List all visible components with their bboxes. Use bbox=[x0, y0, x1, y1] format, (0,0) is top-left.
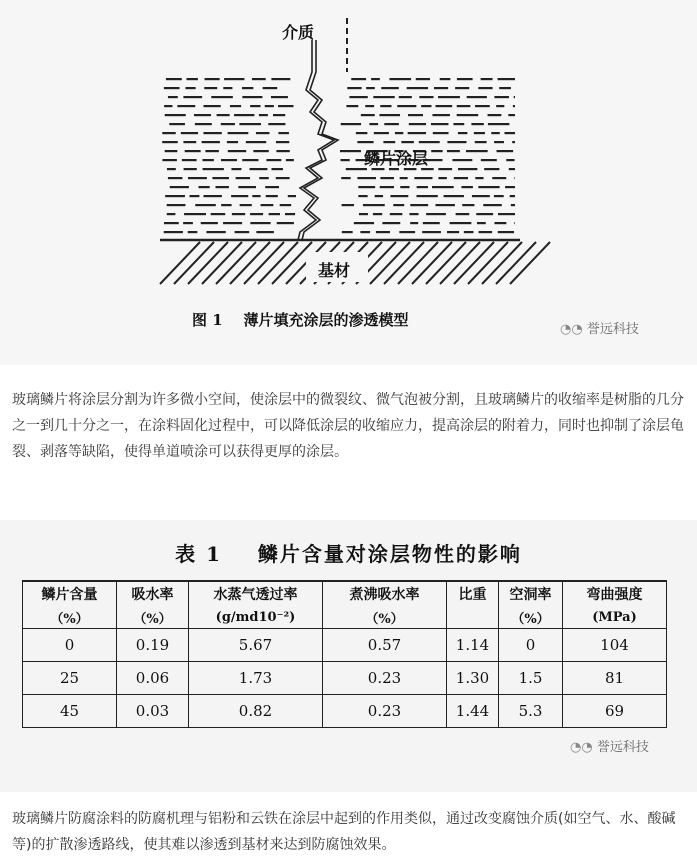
column-header-unit: （%） bbox=[323, 606, 447, 629]
watermark bbox=[560, 318, 639, 337]
column-header: 水蒸气透过率 bbox=[189, 581, 323, 606]
wechat-icon: ◔◔ bbox=[570, 740, 597, 755]
column-header: 鳞片含量 bbox=[23, 581, 117, 606]
column-header-unit: （%） bbox=[499, 606, 563, 629]
glass-flake-layer bbox=[162, 78, 515, 233]
table-cell: 0.19 bbox=[117, 629, 189, 662]
diffusion-path bbox=[298, 40, 338, 240]
table-cell: 0.57 bbox=[323, 629, 447, 662]
table-row bbox=[23, 629, 667, 662]
column-header: 空洞率 bbox=[499, 581, 563, 606]
paragraph-anticorrosion: 玻璃鳞片防腐涂料的防腐机理与铝粉和云铁在涂层中起到的作用类似，通过改变腐蚀介质(如空气、水、酸碱等)的扩散渗透路线，使其难以渗透到基材来达到防腐蚀效果。 bbox=[12, 811, 676, 853]
column-header: 比重 bbox=[447, 581, 499, 606]
paragraph-glass-flake-mechanism: 玻璃鳞片将涂层分割为许多微小空间，使涂层中的微裂纹、微气泡被分割，且玻璃鳞片的收缩率是树脂的几分之一到几十分之一，在涂料固化过程中，可以降低涂层的收缩应力，提高涂层的附着力，同时也抑制了涂层龟裂、剥落等缺陷，使得单道喷涂可以获得更厚的涂层。 bbox=[12, 392, 684, 460]
column-header-unit: （%） bbox=[117, 606, 189, 629]
column-header: 吸水率 bbox=[117, 581, 189, 606]
table1-title: 表 1 鳞片含量对涂层物性的影响 bbox=[175, 542, 522, 566]
coating-label: 鳞片涂层 bbox=[364, 149, 429, 168]
table-cell: 5.3 bbox=[499, 695, 563, 728]
table-cell: 1.44 bbox=[447, 695, 499, 728]
table-cell: 0 bbox=[499, 629, 563, 662]
table-cell: 0.06 bbox=[117, 662, 189, 695]
properties-table bbox=[22, 580, 667, 728]
column-header-unit: (MPa) bbox=[563, 606, 667, 629]
wechat-icon: ◔◔ bbox=[560, 322, 587, 337]
table-cell: 0 bbox=[23, 629, 117, 662]
table-row bbox=[23, 695, 667, 728]
permeation-diagram bbox=[0, 0, 697, 365]
substrate-label: 基材 bbox=[318, 261, 351, 280]
table-cell: 0.23 bbox=[323, 662, 447, 695]
medium-label: 介质 bbox=[282, 23, 315, 42]
table-cell: 25 bbox=[23, 662, 117, 695]
table-cell: 0.03 bbox=[117, 695, 189, 728]
figure-permeation-model bbox=[0, 0, 697, 365]
table-cell: 0.82 bbox=[189, 695, 323, 728]
table-row bbox=[23, 662, 667, 695]
watermark-text: 誉远科技 bbox=[596, 740, 649, 755]
table-cell: 1.73 bbox=[189, 662, 323, 695]
column-header-unit: (g/md10⁻²) bbox=[189, 606, 323, 629]
column-header: 弯曲强度 bbox=[563, 581, 667, 606]
table-cell: 81 bbox=[563, 662, 667, 695]
table-cell: 104 bbox=[563, 629, 667, 662]
table-cell: 1.5 bbox=[499, 662, 563, 695]
column-header: 煮沸吸水率 bbox=[323, 581, 447, 606]
figure1-caption: 图 1 薄片填充涂层的渗透模型 bbox=[192, 311, 409, 329]
table-cell: 5.67 bbox=[189, 629, 323, 662]
column-header-unit bbox=[447, 606, 499, 629]
watermark-text: 誉远科技 bbox=[586, 322, 639, 337]
table-cell: 69 bbox=[563, 695, 667, 728]
table-cell: 1.30 bbox=[447, 662, 499, 695]
figure-table1 bbox=[0, 520, 697, 792]
table-cell: 0.23 bbox=[323, 695, 447, 728]
column-header-unit: （%） bbox=[23, 606, 117, 629]
table-cell: 1.14 bbox=[447, 629, 499, 662]
table-cell: 45 bbox=[23, 695, 117, 728]
table-watermark bbox=[566, 734, 653, 757]
